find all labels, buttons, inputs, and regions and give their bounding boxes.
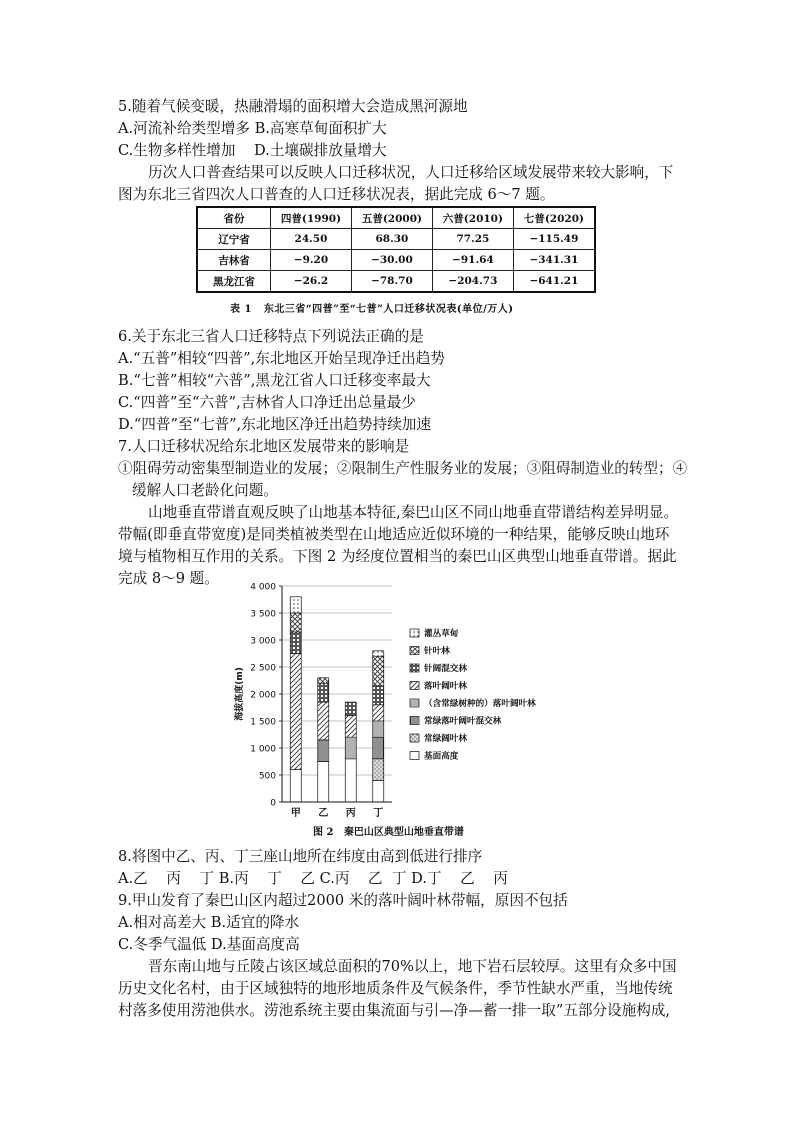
table-cell: −30.00 — [351, 250, 432, 271]
table-cell: 黑龙江省 — [197, 271, 271, 293]
bar-segment — [345, 702, 356, 716]
q6-option-d: D.“四普”至“七普”,东北地区净迁出趋势持续加速 — [118, 416, 431, 433]
table-header-row — [197, 207, 595, 229]
legend-swatch — [410, 647, 419, 655]
table-header: 七普(2020) — [513, 207, 595, 229]
legend-swatch — [410, 682, 419, 690]
table-cell: 77.25 — [432, 229, 513, 250]
table-row — [197, 250, 595, 271]
legend-swatch — [410, 717, 419, 725]
bar-segment — [318, 702, 329, 740]
q6-option-c: C.“四普”至“六普”,吉林省人口净迁出总量最少 — [118, 394, 416, 411]
table-cell: 24.50 — [271, 229, 352, 250]
y-tick-label: 2 000 — [250, 690, 276, 701]
y-tick-label: 0 — [270, 798, 276, 809]
intro10-line2: 历史文化名村，由于区域独特的地形地质条件及气候条件，季节性缺水严重，当地传统 — [118, 980, 673, 997]
table-row — [197, 271, 595, 293]
y-tick-label: 3 500 — [250, 609, 276, 620]
y-tick-label: 2 500 — [250, 663, 276, 674]
table-cell: −641.21 — [513, 271, 595, 293]
bar-segment — [345, 759, 356, 802]
intro89-line3: 境与植物相互作用的关系。下图 2 为经度位置相当的秦巴山区典型山地垂直带谱。据此 — [118, 548, 677, 565]
legend-label: 针叶林 — [424, 646, 450, 657]
table-cell: −9.20 — [271, 250, 352, 271]
intro89-line1: 山地垂直带谱直观反映了山地基本特征,秦巴山区不同山地垂直带谱结构差异明显。 — [148, 504, 679, 521]
table-cell: 辽宁省 — [197, 229, 271, 250]
bar-segment — [373, 780, 384, 802]
y-tick-label: 4 000 — [250, 582, 276, 593]
chart-title: 图 2 秦巴山区典型山地垂直带谱 — [313, 827, 464, 838]
bar-segment — [290, 770, 301, 802]
intro89-line4: 完成 8～9 题。 — [118, 570, 219, 587]
table-header: 省份 — [197, 207, 271, 229]
legend-swatch — [410, 699, 419, 707]
bar-segment — [345, 737, 356, 759]
census-table — [196, 206, 596, 293]
legend-swatch — [410, 734, 419, 742]
y-tick-label: 500 — [258, 771, 276, 782]
q7-stem: 7.人口迁移状况给东北地区发展带来的影响是 — [118, 438, 410, 455]
intro89-line2: 带幅(即垂直带宽度)是同类植被类型在山地适应近似环境的一种结果，能够反映山地环 — [118, 526, 670, 543]
legend-label: （含常绿树种的）落叶阔叶林 — [424, 699, 536, 709]
intro10-line3: 村落多使用涝池供水。涝池系统主要由集流面与引—净—蓄一排一取”五部分设施构成, — [118, 1002, 671, 1019]
q9-stem: 9.甲山发育了秦巴山区内超过2000 米的落叶阔叶林带幅，原因不包括 — [118, 892, 568, 909]
q5-options-ab: A.河流补给类型增多 B.高寒草甸面积扩大 — [118, 120, 387, 137]
y-axis-label: 海拔高度(m) — [235, 667, 245, 721]
legend-swatch — [410, 752, 419, 760]
legend-label: 常绿落叶阔叶混交林 — [424, 716, 502, 727]
bar-segment — [290, 654, 301, 770]
legend-swatch — [410, 664, 419, 672]
q6-option-a: A.“五普”相较“四普”,东北地区开始呈现净迁出趋势 — [118, 350, 445, 367]
table-cell: −115.49 — [513, 229, 595, 250]
y-tick-label: 3 000 — [250, 636, 276, 647]
bar-segment — [373, 759, 384, 781]
table-caption: 表 1 东北三省“四普”至“七普”人口迁移状况表(单位/万人) — [230, 304, 514, 315]
intro10-line1: 晋东南山地与丘陵占该区域总面积的70%以上，地下岩石层较厚。这里有众多中国 — [148, 958, 677, 975]
table-row — [197, 229, 595, 250]
q8-stem: 8.将图中乙、丙、丁三座山地所在纬度由高到低进行排序 — [118, 848, 483, 865]
vertical-zone-chart — [220, 574, 580, 848]
table-cell: −78.70 — [351, 271, 432, 293]
intro67-line1: 历次人口普查结果可以反映人口迁移状况，人口迁移给区域发展带来较大影响，下 — [148, 164, 674, 181]
table-cell: 吉林省 — [197, 250, 271, 271]
q9-options-ab: A.相对高差大 B.适宜的降水 — [118, 914, 300, 931]
bar-segment — [373, 651, 384, 656]
q7-line1: ①阻碍劳动密集型制造业的发展；②限制生产性服务业的发展；③阻碍制造业的转型；④ — [118, 460, 688, 477]
table-cell: −91.64 — [432, 250, 513, 271]
bar-segment — [345, 716, 356, 738]
legend-label: 常绿阔叶林 — [424, 734, 467, 744]
table-cell: 68.30 — [351, 229, 432, 250]
legend-label: 针阔混交林 — [424, 664, 467, 674]
legend-label: 基面高度 — [424, 751, 459, 762]
bar-segment — [318, 683, 329, 702]
bar-segment — [373, 737, 384, 759]
q6-option-b: B.“七普”相较“六普”,黑龙江省人口迁移变率最大 — [118, 372, 431, 389]
bar-segment — [373, 721, 384, 737]
x-tick-label: 丁 — [373, 808, 384, 819]
legend-label: 落叶阔叶林 — [424, 681, 467, 692]
bar-segment — [373, 656, 384, 686]
bar-segment — [318, 740, 329, 762]
y-tick-label: 1 000 — [250, 744, 276, 755]
table-cell: −204.73 — [432, 271, 513, 293]
bar-segment — [373, 705, 384, 721]
bar-segment — [318, 678, 329, 683]
table-cell: −341.31 — [513, 250, 595, 271]
bar-segment — [290, 613, 301, 632]
q5-stem: 5.随着气候变暖，热融滑塌的面积增大会造成黑河源地 — [118, 98, 468, 115]
table-header: 四普(1990) — [271, 207, 352, 229]
q9-options-cd: C.冬季气温低 D.基面高度高 — [118, 936, 300, 953]
bar-segment — [373, 686, 384, 705]
y-tick-label: 1 500 — [250, 717, 276, 728]
q5-options-cd: C.生物多样性增加 D.土壤碳排放量增大 — [118, 142, 387, 159]
x-tick-label: 丙 — [345, 808, 356, 819]
table-header: 六普(2010) — [432, 207, 513, 229]
table-header: 五普(2000) — [351, 207, 432, 229]
bar-segment — [290, 597, 301, 613]
table-cell: −26.2 — [271, 271, 352, 293]
bar-segment — [318, 762, 329, 803]
q8-options: A.乙 丙 丁 B.丙 丁 乙 C.丙 乙 丁 D.丁 乙 丙 — [118, 870, 508, 887]
q6-stem: 6.关于东北三省人口迁移特点下列说法正确的是 — [118, 328, 424, 345]
x-tick-label: 甲 — [290, 808, 301, 819]
intro67-line2: 图为东北三省四次人口普查的人口迁移状况表，据此完成 6～7 题。 — [118, 186, 555, 203]
bar-segment — [290, 632, 301, 654]
legend-swatch — [410, 629, 419, 637]
x-tick-label: 乙 — [318, 808, 329, 819]
q7-line2: 缓解人口老龄化问题。 — [132, 482, 278, 499]
legend-label: 灌丛草甸 — [424, 629, 459, 639]
